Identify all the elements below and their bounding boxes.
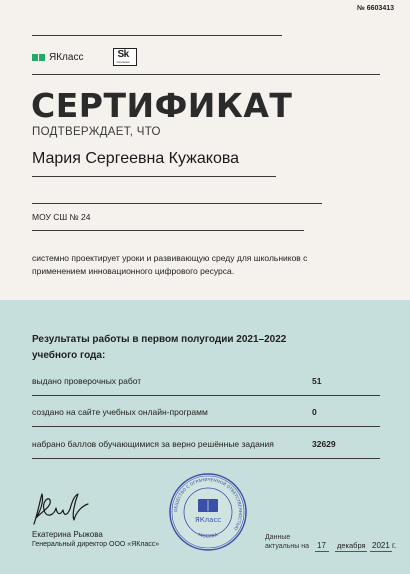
result-label: набрано баллов обучающимися за верно решённые задания xyxy=(32,439,274,449)
school-underline xyxy=(32,230,304,231)
name-underline xyxy=(32,176,276,177)
result-value: 0 xyxy=(312,407,317,417)
signer-role: Генеральный директор ООО «ЯКласс» xyxy=(32,541,160,548)
logo-row xyxy=(32,48,137,66)
date-day: 17 xyxy=(317,541,326,550)
top-rule xyxy=(32,35,282,36)
school-name: МОУ СШ № 24 xyxy=(32,212,91,222)
recipient-name: Мария Сергеевна Кужакова xyxy=(32,150,240,167)
skolkovo-logo-icon: Sk Сколково xyxy=(113,48,137,66)
yaklass-logo-text: ЯКласс xyxy=(49,51,84,63)
certificate-number: № 6603413 xyxy=(357,5,394,12)
result-row xyxy=(32,435,380,455)
result-label: создано на сайте учебных онлайн-программ xyxy=(32,407,208,417)
result-row xyxy=(32,403,380,423)
extra-line xyxy=(32,203,322,204)
results-title: Результаты работы в первом полугодии 2021–2022 учебного года: xyxy=(32,334,287,361)
yaklass-logo-icon xyxy=(32,54,45,61)
date-month: декабря xyxy=(337,541,366,550)
date-label: Данные актуальны на xyxy=(265,534,309,550)
result-value: 51 xyxy=(312,376,322,386)
svg-text:МОСКВА: МОСКВА xyxy=(197,533,219,540)
result-label: выдано проверочных работ xyxy=(32,376,142,386)
signer-name: Екатерина Рыжова xyxy=(32,530,103,539)
certificate-title: СЕРТИФИКАТ xyxy=(31,86,293,125)
result-value: 32629 xyxy=(312,439,336,449)
signature-image xyxy=(30,490,90,528)
logo-divider xyxy=(32,74,380,75)
svg-text:ОБЩЕСТВО С ОГРАНИЧЕННОЙ ОТВЕТС: ОБЩЕСТВО С ОГРАНИЧЕННОЙ ОТВЕТСТВЕННОСТЬЮ xyxy=(172,476,244,532)
svg-text:ЯКласс: ЯКласс xyxy=(194,516,222,524)
certificate-subtitle: ПОДТВЕРЖДАЕТ, ЧТО xyxy=(32,126,161,138)
certificate-description: системно проектирует уроки и развивающую среду для школьников с применением инновационного цифрового ресурса. xyxy=(32,253,308,276)
date-year: 2021 г. xyxy=(372,541,397,550)
result-row xyxy=(32,372,380,392)
company-seal xyxy=(168,472,248,552)
